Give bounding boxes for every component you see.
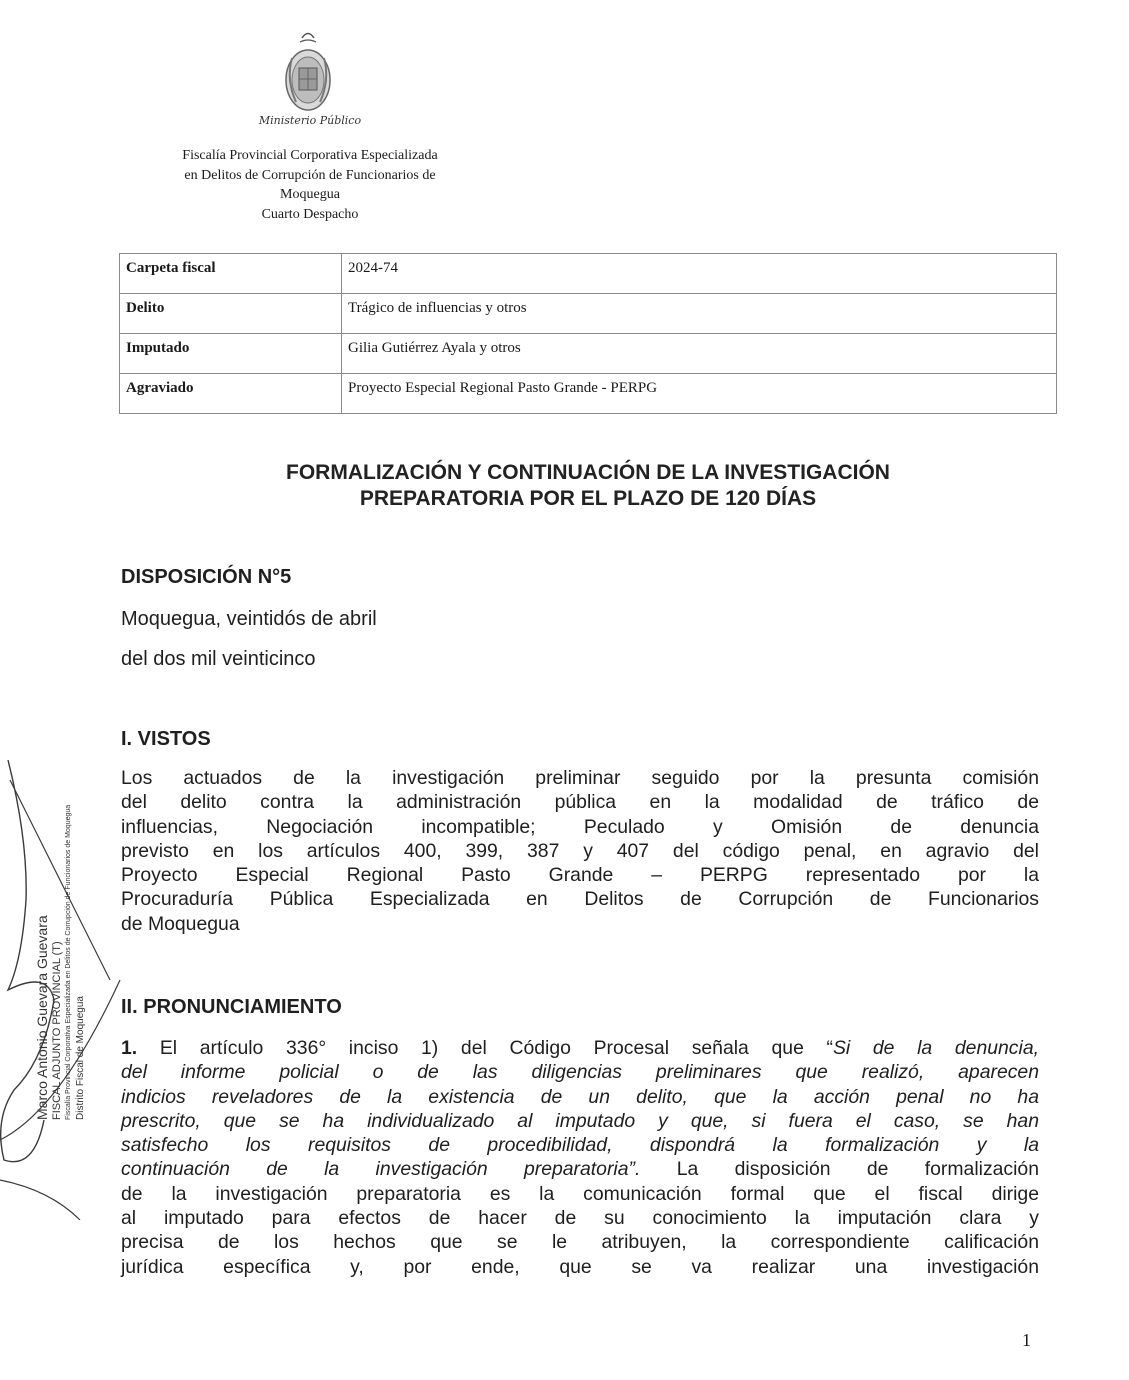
table-row [120, 254, 1057, 294]
disposition-heading: DISPOSICIÓN N°5 [121, 566, 292, 588]
item-number: 1. [121, 1037, 138, 1059]
table-row [120, 294, 1057, 334]
text-line: previsto en los artículos 400, 399, 387 y 407 del código penal, en agravio del [121, 839, 1039, 862]
text-line [121, 1157, 1039, 1181]
case-value: 2024-74 [342, 254, 1057, 294]
text-line: Procuraduría Pública Especializada en Delitos de Corrupción de Funcionarios [121, 888, 1039, 911]
office-line: Cuarto Despacho [261, 206, 359, 222]
text-line [121, 1036, 1039, 1060]
coat-of-arms-seal-icon [272, 28, 344, 120]
document-title [119, 460, 1057, 512]
office-header [110, 146, 510, 224]
stamp-office: Fiscalía Provincial Corporativa Especializada en Delitos de Corrupción de Funcionarios de Moquegua [65, 804, 72, 1120]
case-label: Agraviado [120, 374, 342, 414]
table-row [120, 334, 1057, 374]
pronunciamiento-paragraph [121, 1036, 1039, 1279]
text-line: de Moquegua [121, 912, 240, 935]
quote-run: prescrito, que se ha individualizado al imputado y que, si fuera el caso, se han [121, 1109, 1039, 1132]
quote-run: continuación de la investigación preparatoria”. [121, 1158, 641, 1181]
text-run: El artículo 336° inciso 1) del Código Procesal señala que “ [137, 1037, 833, 1059]
text-line: del delito contra la administración pública en la modalidad de tráfico de [121, 791, 1039, 814]
title-line: FORMALIZACIÓN Y CONTINUACIÓN DE LA INVESTIGACIÓN [286, 461, 890, 484]
vistos-paragraph [121, 766, 1039, 936]
text-line [121, 1109, 1039, 1133]
text-line: de la investigación preparatoria es la comunicación formal que el fiscal dirige [121, 1182, 1039, 1205]
stamp-name: Marco Antonio Guevara Guevara [34, 915, 50, 1120]
case-value: Proyecto Especial Regional Pasto Grande - PERPG [342, 374, 1057, 414]
case-label: Carpeta fiscal [120, 254, 342, 294]
page-number: 1 [1022, 1330, 1031, 1350]
pronunciamiento-heading: II. PRONUNCIAMIENTO [121, 996, 342, 1018]
stamp-role: FISCAL ADJUNTO PROVINCIAL (T) [51, 941, 63, 1120]
text-run: La disposición de formalización [640, 1158, 1039, 1181]
quote-run: satisfecho los requisitos de procedibilidad, dispondrá la formalización y la [121, 1134, 1039, 1157]
text-line: jurídica específica y, por ende, que se va realizar una investigación [121, 1255, 1039, 1278]
case-label: Imputado [120, 334, 342, 374]
quote-run: indicios reveladores de la existencia de un delito, que la acción penal no ha [121, 1085, 1039, 1108]
quote-run: del informe policial o de las diligencias preliminares que realizó, aparecen [121, 1061, 1039, 1084]
title-line: PREPARATORIA POR EL PLAZO DE 120 DÍAS [359, 487, 817, 510]
ministry-label: Ministerio Público [258, 114, 362, 127]
case-info-table [119, 253, 1057, 414]
text-line [121, 1133, 1039, 1157]
office-line: Moquegua [280, 187, 340, 202]
date-line: del dos mil veinticinco [121, 648, 316, 670]
text-line: al imputado para efectos de hacer de su conocimiento la imputación clara y [121, 1207, 1039, 1230]
table-row [120, 374, 1057, 414]
date-line: Moquegua, veintidós de abril [121, 608, 377, 630]
quote-run: Si de la denuncia, [832, 1037, 1039, 1059]
office-line: en Delitos de Corrupción de Funcionarios de [184, 167, 436, 183]
stamp-district: Distrito Fiscal de Moquegua [75, 996, 86, 1120]
text-line: influencias, Negociación incompatible; Peculado y Omisión de denuncia [121, 815, 1039, 838]
text-line [121, 1085, 1039, 1109]
text-line: precisa de los hechos que se le atribuyen, la correspondiente calificación [121, 1231, 1039, 1254]
case-value: Gilia Gutiérrez Ayala y otros [342, 334, 1057, 374]
text-line [121, 1060, 1039, 1084]
vistos-heading: I. VISTOS [121, 728, 211, 750]
case-label: Delito [120, 294, 342, 334]
text-line: Proyecto Especial Regional Pasto Grande – PERPG representado por la [121, 864, 1039, 887]
office-line: Fiscalía Provincial Corporativa Especializada [182, 148, 438, 163]
text-line: Los actuados de la investigación preliminar seguido por la presunta comisión [121, 767, 1039, 789]
case-value: Trágico de influencias y otros [342, 294, 1057, 334]
